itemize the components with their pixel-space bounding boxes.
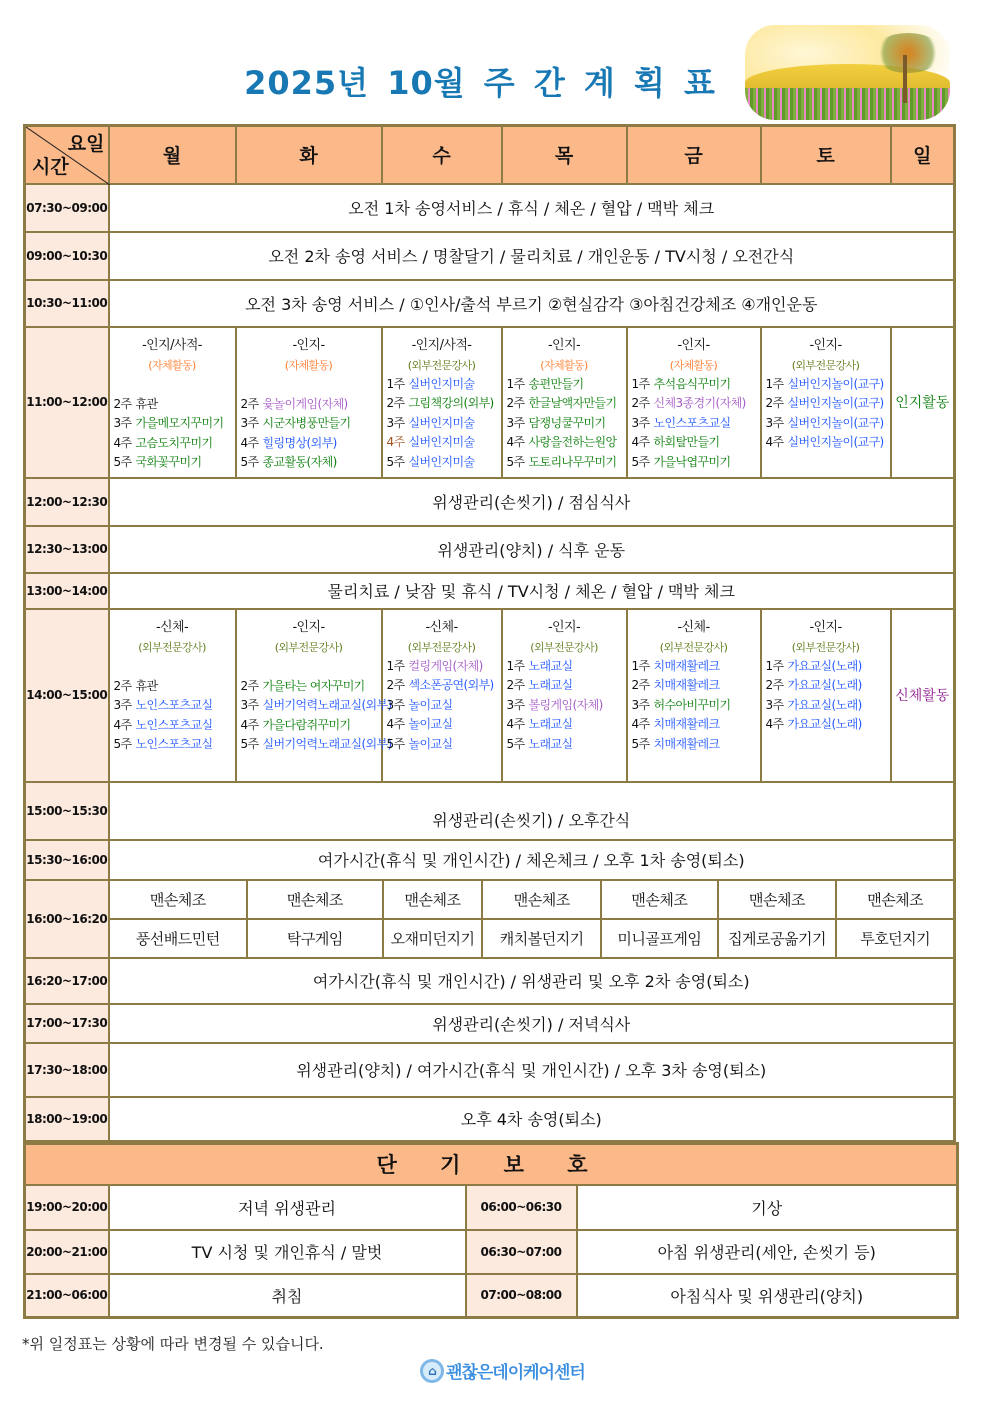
time-slot: 12:00~12:30 [25,478,109,526]
program-type: (외부전문강사) [791,640,860,654]
time-slot: 17:30~18:00 [25,1043,109,1097]
weekly-item: 2주 노래교실 [506,678,573,692]
day-header: 목 [502,126,627,184]
weekly-item: 1주 실버인지놀이(교구) [765,376,884,391]
program-category: -인지/사적- [142,337,202,353]
weekly-item: 3주 실버인지놀이(교구) [765,415,884,430]
time-slot: 16:00~16:20 [25,880,109,958]
program-type: (외부전문강사) [659,640,728,654]
short-stay-row [25,1185,958,1230]
program-category: -신체- [155,619,189,635]
weekly-item: 2주 휴관 [113,396,158,411]
weekly-item: 2주 신체3종경기(자체) [631,396,746,410]
activity-text: 위생관리(양치) / 식후 운동 [109,526,955,573]
weekly-item: 1주 실버인지미술 [386,376,475,391]
program-cell [627,327,761,478]
day-header: 화 [236,126,382,184]
activity-text: 위생관리(손씻기) / 오후간식 [109,782,955,840]
weekly-item: 2주 실버인지놀이(교구) [765,396,884,410]
program-category: -인지/사적- [411,337,472,353]
exercise-cell: 캐치볼던지기 [481,920,600,957]
program-cell [761,327,891,478]
weekly-item: 3주 볼링게임(자체) [506,697,603,712]
weekly-item: 3주 가요교실(노래) [765,697,862,712]
weekly-schedule-table [23,124,956,1143]
program-cell [236,609,392,782]
exercise-row [25,880,955,958]
program-category: -인지- [547,337,581,353]
program-category: -인지- [292,337,325,353]
program-cell [382,327,502,478]
program-type: (외부전문강사) [530,640,598,654]
program-cell [627,609,761,782]
program-type: (자체활동) [148,358,196,372]
exercise-cell: 집게로공옮기기 [717,920,836,957]
short-stay-table [23,1142,959,1319]
program-cell [109,609,236,782]
morning-activity: 아침 위생관리(세안, 손씻기 등) [577,1230,958,1274]
weekly-item: 4주 놀이교실 [386,717,453,731]
time-slot: 13:00~14:00 [25,573,109,609]
program-type: (외부전문강사) [274,640,343,654]
program-type: (자체활동) [669,358,718,372]
schedule-row [25,184,955,232]
schedule-row [25,526,955,573]
exercise-cell: 맨손체조 [149,890,206,909]
schedule-row [25,573,955,609]
weekly-item: 5주 노인스포츠교실 [113,737,213,751]
activity-text: 오전 3차 송영 서비스 / ①인사/출석 부르기 ②현실감각 ③아침건강체조 ④개인운동 [109,280,955,327]
corner-header: 요일 시간 [25,126,109,184]
weekly-item: 2주 그림책강의(외부) [386,396,494,410]
evening-activity: TV 시청 및 개인휴식 / 말벗 [109,1230,466,1274]
time-slot: 11:00~12:00 [25,327,109,478]
weekly-item: 4주 가을다람쥐꾸미기 [240,717,351,732]
time-slot: 10:30~11:00 [25,280,109,327]
weekly-item: 5주 국화꽃꾸미기 [113,455,202,469]
time-slot: 06:00~06:30 [466,1185,577,1230]
time-slot: 15:30~16:00 [25,840,109,880]
weekly-item: 3주 시군자병풍만들기 [240,416,351,430]
schedule-row [25,958,955,1004]
weekly-item: 5주 가을낙엽꾸미기 [631,454,731,469]
exercise-cell: 미니골프게임 [600,920,717,957]
time-slot: 18:00~19:00 [25,1097,109,1142]
short-stay-title: 단 기 보 호 [25,1144,958,1185]
exercise-cell: 오재미던지기 [382,920,482,957]
time-slot: 12:30~13:00 [25,526,109,573]
activity-text: 오후 4차 송영(퇴소) [109,1097,955,1142]
exercise-cell: 맨손체조 [481,881,600,918]
activity-text: 위생관리(양치) / 여가시간(휴식 및 개인시간) / 오후 3차 송영(퇴소) [109,1043,955,1097]
weekly-item: 5주 실버인지미술 [386,454,475,469]
autumn-landscape-image [745,25,950,120]
program-row [25,609,955,782]
weekly-item: 1주 송편만들기 [506,376,584,391]
time-slot: 16:20~17:00 [25,958,109,1004]
weekly-item: 4주 고슴도치꾸미기 [113,435,213,450]
weekly-item: 2주 치매재활레크 [631,678,720,692]
weekly-item: 5주 치매재활레크 [631,736,720,751]
program-cell [502,609,627,782]
program-category: -신체- [677,619,710,635]
time-slot: 07:00~08:00 [466,1274,577,1318]
weekly-item: 3주 노인스포츠교실 [113,698,213,712]
day-header: 일 [891,126,955,184]
weekly-item: 4주 가요교실(노래) [765,717,862,731]
activity-text: 물리치료 / 낮잠 및 휴식 / TV시청 / 체온 / 혈압 / 맥박 체크 [109,573,955,609]
day-header: 수 [382,126,502,184]
day-header: 토 [761,126,891,184]
program-cell [109,327,236,478]
program-category: -인지- [809,337,842,353]
weekly-item: 1주 추석음식꾸미기 [631,376,731,391]
weekly-item: 2주 윷놀이게임(자체) [240,396,348,411]
program-type: (자체활동) [284,358,333,372]
day-header: 월 [109,126,236,184]
weekly-item: 2주 한글날액자만들기 [506,396,617,410]
activity-text: 위생관리(손씻기) / 점심식사 [109,478,955,526]
weekly-item: 4주 힐링명상(외부) [240,435,337,450]
time-slot: 07:30~09:00 [25,184,109,232]
exercise-cell: 맨손체조 [835,881,953,918]
schedule-row [25,1043,955,1097]
weekly-item: 3주 노인스포츠교실 [631,415,731,430]
exercise-cell: 맨손체조 [246,881,382,918]
weekly-item: 4주 실버인지미술 [386,435,475,449]
program-category: -신체- [425,619,458,635]
center-logo: ⌂ 괜찮은데이케어센터 [420,1358,585,1383]
weekly-item: 5주 실버기억력노래교실(외부) [240,737,392,751]
short-stay-row [25,1274,958,1318]
time-slot: 15:00~15:30 [25,782,109,840]
sunday-program: 신체활동 [891,609,955,782]
time-slot: 19:00~20:00 [25,1185,109,1230]
exercise-cell: 풍선배드민턴 [135,929,220,948]
program-type: (외부전문강사) [791,358,860,372]
exercise-cell: 탁구게임 [246,920,382,957]
exercise-cell: 맨손체조 [600,881,717,918]
evening-activity: 취침 [109,1274,466,1318]
time-slot: 20:00~21:00 [25,1230,109,1274]
weekly-item: 3주 실버인지미술 [386,415,475,430]
weekly-item: 3주 담쟁넝쿨꾸미기 [506,415,606,430]
weekly-item: 5주 놀이교실 [386,736,453,751]
weekly-item: 4주 사랑을전하는원앙 [506,435,617,449]
schedule-row [25,280,955,327]
schedule-row [25,1004,955,1043]
schedule-row [25,840,955,880]
program-category: -인지- [547,619,581,635]
logo-icon: ⌂ [420,1359,444,1383]
program-row [25,327,955,478]
program-cell [236,327,382,478]
weekly-item: 5주 노래교실 [506,736,573,751]
activity-text: 오전 2차 송영 서비스 / 명찰달기 / 물리치료 / 개인운동 / TV시청 / 오전간식 [109,232,955,280]
program-cell [502,327,627,478]
weekly-item: 4주 노인스포츠교실 [113,717,213,732]
activity-text: 여가시간(휴식 및 개인시간) / 위생관리 및 오후 2차 송영(퇴소) [109,958,955,1004]
weekly-item: 2주 섹소폰공연(외부) [386,678,494,692]
morning-activity: 아침식사 및 위생관리(양치) [577,1274,958,1318]
weekly-item: 1주 노래교실 [506,658,573,673]
exercise-cell: 투호던지기 [835,920,953,957]
time-slot: 21:00~06:00 [25,1274,109,1318]
time-slot: 06:30~07:00 [466,1230,577,1274]
weekly-item: 3주 허수아비꾸미기 [631,697,731,712]
short-stay-row [25,1230,958,1274]
exercise-cell: 맨손체조 [717,881,836,918]
program-category: -인지- [677,337,710,353]
program-type: (자체활동) [540,358,588,372]
weekly-item: 4주 치매재활레크 [631,717,720,731]
time-slot: 09:00~10:30 [25,232,109,280]
weekly-item: 1주 치매재활레크 [631,658,720,673]
schedule-row [25,1097,955,1142]
weekly-item: 5주 종교활동(자체) [240,455,337,469]
weekly-item: 3주 가을메모지꾸미기 [113,416,224,430]
time-slot: 14:00~15:00 [25,609,109,782]
weekly-item: 1주 컬링게임(자체) [386,658,483,673]
program-category: -인지- [292,619,325,635]
weekly-item: 3주 놀이교실 [386,697,453,712]
weekly-item: 2주 휴관 [113,678,158,693]
activity-text: 여가시간(휴식 및 개인시간) / 체온체크 / 오후 1차 송영(퇴소) [109,840,955,880]
time-slot: 17:00~17:30 [25,1004,109,1043]
program-category: -인지- [809,619,842,635]
weekly-item: 1주 가요교실(노래) [765,658,862,673]
weekly-item: 2주 가을타는 여자꾸미기 [240,678,365,693]
program-type: (외부전문강사) [138,640,206,654]
day-header: 금 [627,126,761,184]
weekly-item: 4주 실버인지놀이(교구) [765,435,884,449]
weekly-item: 4주 노래교실 [506,717,573,731]
weekly-item: 5주 도토리나무꾸미기 [506,454,617,469]
schedule-row [25,782,955,840]
weekly-item: 3주 실버기억력노래교실(외부) [240,698,392,712]
activity-text: 오전 1차 송영서비스 / 휴식 / 체온 / 혈압 / 맥박 체크 [109,184,955,232]
weekly-item: 2주 가요교실(노래) [765,678,862,692]
schedule-row [25,232,955,280]
page-title: 2025년 10월 주 간 계 획 표 [244,64,716,102]
evening-activity: 저녁 위생관리 [109,1185,466,1230]
sunday-program: 인지활동 [891,327,955,478]
weekly-item: 4주 하회탈만들기 [631,435,720,449]
exercise-cell: 맨손체조 [382,881,482,918]
morning-activity: 기상 [577,1185,958,1230]
program-type: (외부전문강사) [407,640,476,654]
program-type: (외부전문강사) [407,358,476,372]
program-cell [382,609,502,782]
schedule-row [25,478,955,526]
program-cell [761,609,891,782]
footnote: *위 일정표는 상황에 따라 변경될 수 있습니다. [22,1335,324,1353]
activity-text: 위생관리(손씻기) / 저녁식사 [109,1004,955,1043]
